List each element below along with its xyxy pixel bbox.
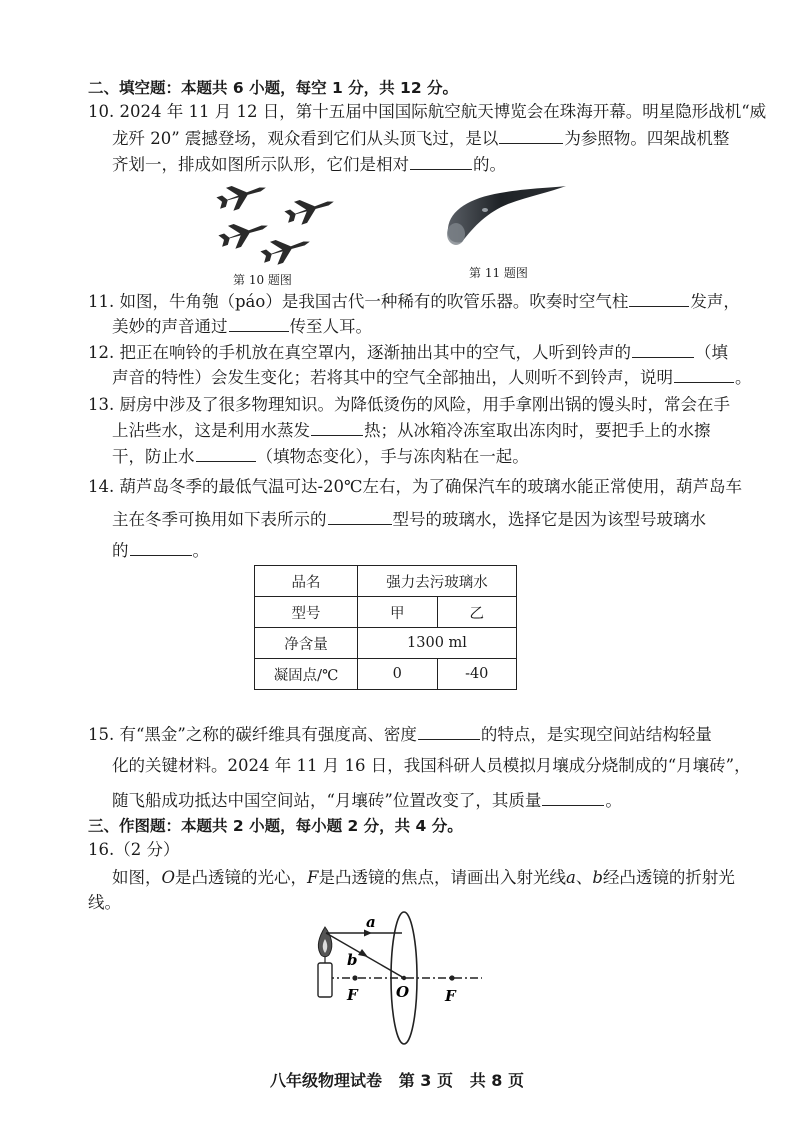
q13-line-2-b: 热；从冰箱冷冻室取出冻肉时，要把手上的水擦 [364, 421, 711, 440]
q15-line-3-b: 。 [605, 791, 622, 810]
q11-blank-1[interactable] [629, 290, 689, 307]
section-2-heading: 二、填空题：本题共 6 小题，每空 1 分，共 12 分。 [88, 79, 459, 97]
table-row [255, 597, 517, 628]
table-row [255, 566, 517, 597]
q16-text: 、 [575, 868, 593, 887]
fig10-caption: 第 10 题图 [233, 273, 292, 287]
q14-line-3-b: 。 [192, 541, 209, 560]
q15-blank-1[interactable] [418, 723, 480, 740]
q10-line-1: 10. 2024 年 11 月 12 日，第十五届中国国际航空航天博览会在珠海开幕。明星隐形战机“威 [88, 102, 767, 121]
q12-blank-1[interactable] [632, 341, 694, 358]
q16-line-2: 线。 [88, 893, 121, 912]
q14-line-1: 14. 葫芦岛冬季的最低气温可达-20℃左右，为了确保汽车的玻璃水能正常使用，葫芦岛车 [88, 477, 743, 496]
table-cell: 强力去污玻璃水 [358, 566, 517, 597]
q12-line-1-b: （填 [695, 343, 728, 362]
convex-lens-diagram [300, 905, 490, 1045]
q13-line-3-b: （填物态变化），手与冻肉粘在一起。 [256, 447, 529, 466]
q10-line-3-b: 的。 [473, 155, 506, 174]
q13-line-3-a: 干，防止水 [112, 447, 195, 466]
q15-line-2: 化的关键材料。2024 年 11 月 16 日，我国科研人员模拟月壤成分烧制成的“月壤砖”， [112, 756, 751, 775]
q15-line-1-a: 15. 有“黑金”之称的碳纤维具有强度高、密度 [88, 725, 417, 744]
q11-line-2-b: 传至人耳。 [289, 317, 372, 336]
label-F-right: F [445, 987, 456, 1005]
jet-icon [215, 183, 270, 214]
q11-line-1-a: 11. 如图，牛角匏（páo）是我国古代一种稀有的吹管乐器。吹奏时空气柱 [88, 292, 629, 311]
q16-text: 经凸透镜的折射光 [602, 868, 735, 887]
q11-line-2-a: 美妙的声音通过 [112, 317, 228, 336]
jet-icon [259, 230, 314, 265]
table-cell: 品名 [255, 566, 358, 597]
q14-line-2-a: 主在冬季可换用如下表所示的 [112, 510, 327, 529]
fig11-horn-illustration [440, 180, 570, 250]
q12-line-2 [112, 366, 752, 389]
q13-line-3 [112, 445, 529, 468]
q14-line-2 [112, 508, 706, 531]
table-row [255, 628, 517, 659]
q10-line-3-a: 齐划一，排成如图所示队形，它们是相对 [112, 155, 409, 174]
q16-text: 如图， [112, 868, 162, 887]
q14-blank-2[interactable] [130, 539, 192, 556]
q16-text: 是凸透镜的焦点，请画出入射光线 [318, 868, 566, 887]
q15-blank-2[interactable] [542, 789, 604, 806]
table-cell: 乙 [437, 597, 517, 628]
q12-line-2-a: 声音的特性）会发生变化；若将其中的空气全部抽出，人则听不到铃声，说明 [112, 368, 673, 387]
table-cell: 净含量 [255, 628, 358, 659]
washer-fluid-table [254, 565, 517, 690]
fig10-jets-illustration [215, 183, 350, 265]
q10-line-2-b: 为参照物。四架战机整 [564, 129, 730, 148]
q12-line-1 [88, 341, 728, 364]
q16-number: 16.（2 分） [88, 840, 180, 859]
q15-line-1 [88, 723, 712, 746]
q13-line-2 [112, 419, 711, 442]
q16-symbol-a: a [565, 868, 576, 887]
arrow-icon [358, 949, 368, 957]
label-F-left: F [347, 986, 358, 1004]
q10-blank-2[interactable] [410, 153, 472, 170]
q12-line-2-b: 。 [735, 368, 752, 387]
q11-line-1-b: 发声， [690, 292, 740, 311]
q13-line-1: 13. 厨房中涉及了很多物理知识。为降低烫伤的风险，用手拿刚出锅的馒头时，常会在手 [88, 395, 730, 414]
candle-icon [318, 927, 332, 997]
q10-line-2-a: 龙歼 20” 震撼登场，观众看到它们从头顶飞过，是以 [112, 129, 499, 148]
q14-blank-1[interactable] [328, 508, 392, 525]
q14-line-2-b: 型号的玻璃水，选择它是因为该型号玻璃水 [392, 510, 706, 529]
q10-blank-1[interactable] [499, 127, 563, 144]
jet-icon [217, 214, 272, 252]
q11-blank-2[interactable] [229, 315, 289, 332]
q15-line-3 [112, 789, 622, 812]
q12-line-1-a: 12. 把正在响铃的手机放在真空罩内，逐渐抽出其中的空气，人听到铃声的 [88, 343, 631, 362]
table-cell: 0 [358, 659, 438, 690]
q12-blank-2[interactable] [674, 366, 734, 383]
q13-blank-1[interactable] [311, 419, 363, 436]
q13-blank-2[interactable] [196, 445, 256, 462]
q14-line-3-a: 的 [112, 541, 129, 560]
q11-line-2 [112, 315, 372, 338]
q13-line-2-a: 上沾些水，这是利用水蒸发 [112, 421, 310, 440]
q16-line-1 [112, 867, 735, 889]
label-O: O [396, 983, 410, 1001]
table-cell: -40 [437, 659, 517, 690]
q11-line-1 [88, 290, 740, 313]
q10-line-2 [112, 127, 729, 150]
table-cell: 1300 ml [358, 628, 517, 659]
q16-symbol-F: F [307, 868, 319, 887]
page-footer: 八年级物理试卷 第 3 页 共 8 页 [270, 1071, 524, 1090]
jet-icon [283, 190, 338, 228]
q14-line-3 [112, 539, 209, 562]
table-cell: 型号 [255, 597, 358, 628]
q16-symbol-O: O [161, 868, 176, 887]
q10-line-3 [112, 153, 506, 176]
focal-point-right [449, 975, 454, 980]
label-b: b [347, 951, 358, 969]
q15-line-3-a: 随飞船成功抵达中国空间站，“月壤砖”位置改变了，其质量 [112, 791, 542, 810]
q15-line-1-b: 的特点，是实现空间站结构轻量 [480, 725, 712, 744]
table-cell: 甲 [358, 597, 438, 628]
q16-text: 是凸透镜的光心， [175, 868, 308, 887]
optical-center [402, 976, 406, 980]
fig11-caption: 第 11 题图 [469, 266, 528, 280]
focal-point-left [352, 975, 357, 980]
label-a: a [366, 913, 376, 931]
table-cell: 凝固点/℃ [255, 659, 358, 690]
table-row [255, 659, 517, 690]
q16-symbol-b: b [592, 868, 603, 887]
section-3-heading: 三、作图题：本题共 2 小题，每小题 2 分，共 4 分。 [88, 817, 463, 835]
